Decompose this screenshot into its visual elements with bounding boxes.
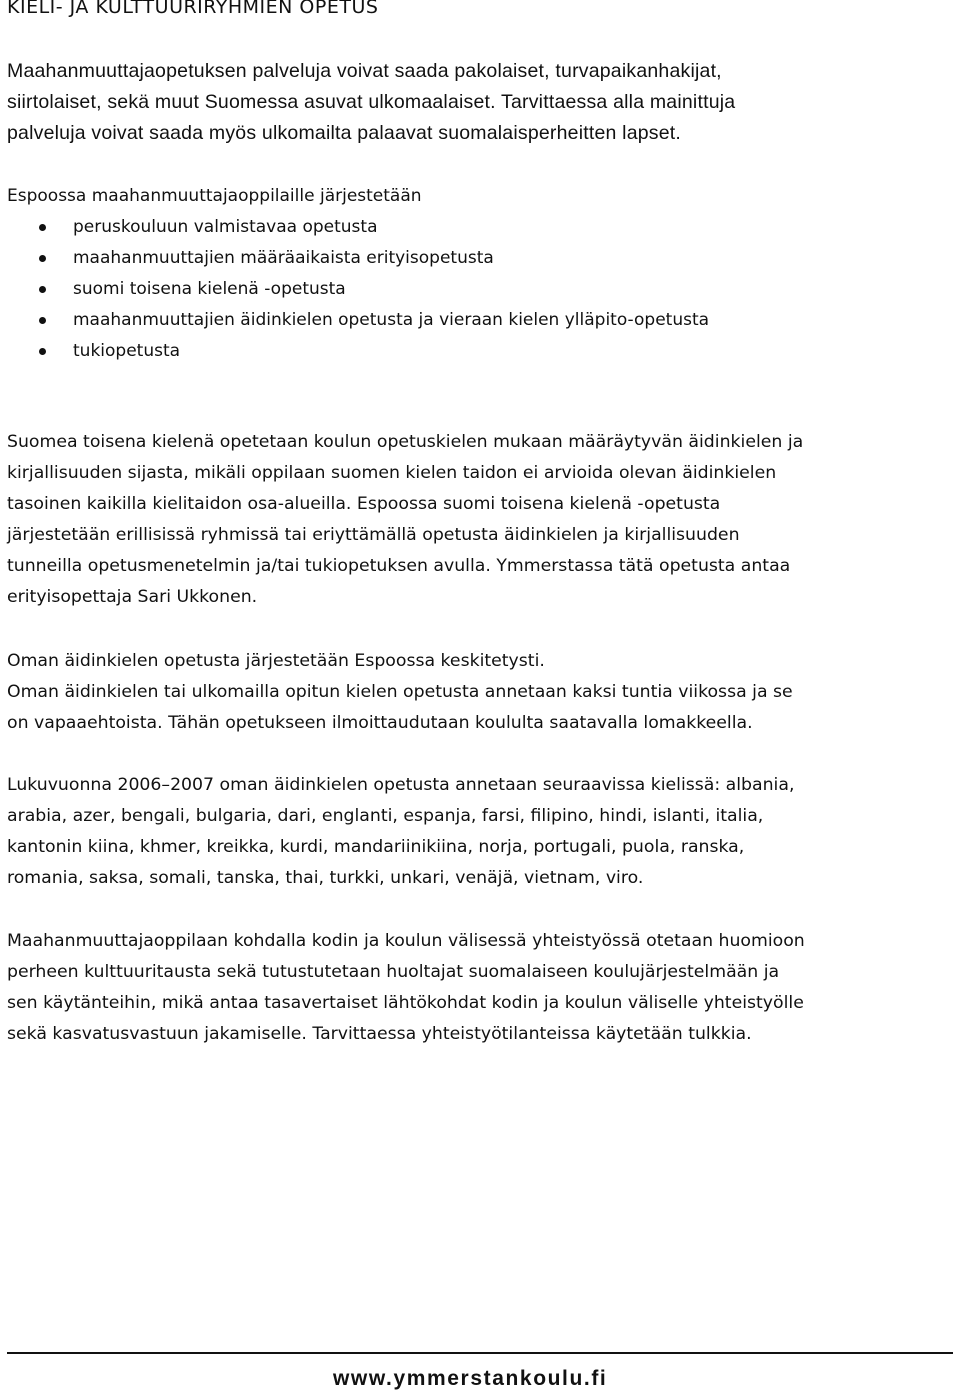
- paragraph-line: Maahanmuuttajaoppilaan kohdalla kodin ja koulun välisessä yhteistyössä otetaan huomioon: [7, 931, 805, 951]
- paragraph-line: arabia, azer, bengali, bulgaria, dari, englanti, espanja, farsi, filipino, hindi, islanti, italia,: [7, 806, 764, 826]
- intro-line: siirtolaiset, sekä muut Suomessa asuvat ulkomaalaiset. Tarvittaessa alla mainittuja: [7, 91, 736, 113]
- list-item-text: tukiopetusta: [73, 341, 181, 361]
- bullet-icon: [39, 286, 46, 293]
- list-item-text: peruskouluun valmistavaa opetusta: [73, 217, 378, 237]
- list-lead: Espoossa maahanmuuttajaoppilaille järjestetään: [7, 186, 422, 206]
- list-item: [7, 243, 709, 274]
- finnish-second-language-paragraph: [7, 427, 947, 613]
- list-item-text: maahanmuuttajien äidinkielen opetusta ja vieraan kielen ylläpito-opetusta: [73, 310, 710, 330]
- footer-divider: [7, 1352, 953, 1354]
- languages-paragraph: [7, 770, 947, 894]
- list-item: [7, 305, 709, 336]
- footer-url: www.ymmerstankoulu.fi: [333, 1367, 608, 1390]
- mother-tongue-paragraph: [7, 646, 947, 739]
- paragraph-line: perheen kulttuuritausta sekä tutustutetaan huoltajat suomalaiseen koulujärjestelmään ja: [7, 962, 780, 982]
- paragraph-line: järjestetään erillisissä ryhmissä tai eriyttämällä opetusta äidinkielen ja kirjallisuuden: [7, 525, 740, 545]
- list-item: [7, 336, 709, 367]
- home-school-cooperation-paragraph: [7, 926, 947, 1050]
- paragraph-line: kantonin kiina, khmer, kreikka, kurdi, mandariinikiina, norja, portugali, puola, ranska,: [7, 837, 745, 857]
- paragraph-line: Oman äidinkielen tai ulkomailla opitun kielen opetusta annetaan kaksi tuntia viikossa ja se: [7, 682, 793, 702]
- services-list: [7, 212, 709, 367]
- paragraph-line: tasoinen kaikilla kielitaidon osa-alueilla. Espoossa suomi toisena kielenä -opetusta: [7, 494, 721, 514]
- paragraph-line: on vapaaehtoista. Tähän opetukseen ilmoittaudutaan koululta saatavalla lomakkeella.: [7, 713, 753, 733]
- list-item-text: maahanmuuttajien määräaikaista erityisopetusta: [73, 248, 494, 268]
- paragraph-line: sekä kasvatusvastuun jakamiselle. Tarvittaessa yhteistyötilanteissa käytetään tulkkia.: [7, 1024, 752, 1044]
- intro-paragraph: [7, 56, 937, 149]
- paragraph-line: Lukuvuonna 2006–2007 oman äidinkielen opetusta annetaan seuraavissa kielissä: albania,: [7, 775, 795, 795]
- paragraph-line: romania, saksa, somali, tanska, thai, turkki, unkari, venäjä, vietnam, viro.: [7, 868, 644, 888]
- intro-line: Maahanmuuttajaopetuksen palveluja voivat saada pakolaiset, turvapaikanhakijat,: [7, 60, 722, 82]
- bullet-icon: [39, 317, 46, 324]
- bullet-icon: [39, 255, 46, 262]
- paragraph-line: tunneilla opetusmenetelmin ja/tai tukiopetuksen avulla. Ymmerstassa tätä opetusta antaa: [7, 556, 791, 576]
- bullet-icon: [39, 224, 46, 231]
- paragraph-line: erityisopettaja Sari Ukkonen.: [7, 587, 258, 607]
- list-item: [7, 212, 709, 243]
- paragraph-line: sen käytänteihin, mikä antaa tasavertaiset lähtökohdat kodin ja koulun väliselle yhteistyölle: [7, 993, 804, 1013]
- paragraph-line: kirjallisuuden sijasta, mikäli oppilaan suomen kielen taidon ei arvioida olevan äidinkielen: [7, 463, 777, 483]
- list-item: [7, 274, 709, 305]
- paragraph-line: Oman äidinkielen opetusta järjestetään Espoossa keskitetysti.: [7, 651, 545, 671]
- bullet-icon: [39, 348, 46, 355]
- paragraph-line: Suomea toisena kielenä opetetaan koulun opetuskielen mukaan määräytyvän äidinkielen ja: [7, 432, 804, 452]
- page-heading: KIELI- JA KULTTUURIRYHMIEN OPETUS: [7, 0, 379, 18]
- intro-line: palveluja voivat saada myös ulkomailta palaavat suomalaisperheitten lapset.: [7, 122, 682, 144]
- list-item-text: suomi toisena kielenä -opetusta: [73, 279, 346, 299]
